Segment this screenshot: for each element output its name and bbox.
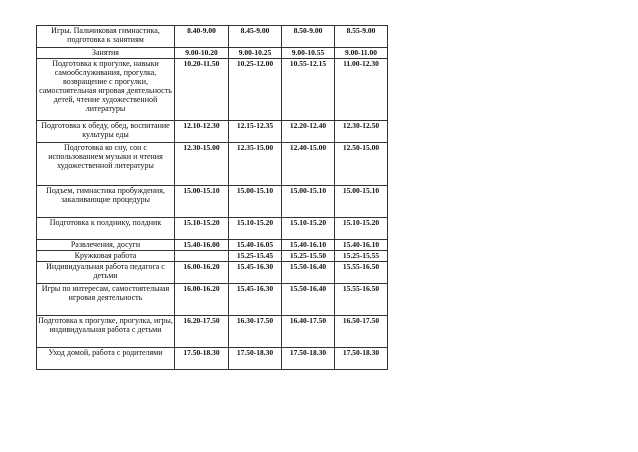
activity-cell: Подъем, гимнастика пробуждения, закаливающие процедуры [37,186,175,218]
time-cell: 16.20-17.50 [175,316,229,348]
time-cell: 16.00-16.20 [175,284,229,316]
time-cell: 9.00-10.55 [282,48,335,59]
time-cell: 8.50-9.00 [282,26,335,48]
table-row [37,262,388,284]
time-cell: 16.50-17.50 [335,316,388,348]
time-cell: 8.40-9.00 [175,26,229,48]
time-cell: 15.40-16.10 [335,240,388,251]
time-cell: 15.00-15.10 [175,186,229,218]
activity-cell: Игры. Пальчиковая гимнастика, подготовка к занятиям [37,26,175,48]
time-cell: 10.55-12.15 [282,59,335,121]
table-row [37,26,388,48]
time-cell: 17.50-18.30 [229,348,282,370]
activity-cell: Индивидуальная работа педагога с детьми [37,262,175,284]
time-cell: 15.45-16.30 [229,262,282,284]
table-row [37,121,388,143]
time-cell: 15.00-15.10 [282,186,335,218]
time-cell: 15.40-16.10 [282,240,335,251]
time-cell: 15.25-15.45 [229,251,282,262]
time-cell: 15.10-15.20 [229,218,282,240]
table-row [37,251,388,262]
activity-cell: Подготовка к прогулке, навыки самообслуживания, прогулка, возвращение с прогулки, самостоятельная игровая деятельность детей, чтение художественной литературы [37,59,175,121]
activity-cell: Кружковая работа [37,251,175,262]
activity-cell: Подготовка ко сну, сон с использованием музыки и чтения художественной литературы [37,143,175,186]
time-cell: 8.55-9.00 [335,26,388,48]
time-cell: 15.00-15.10 [229,186,282,218]
activity-cell: Игры по интересам, самостоятельная игровая деятельность [37,284,175,316]
activity-cell: Подготовка к обеду, обед, воспитание культуры еды [37,121,175,143]
time-cell: 16.40-17.50 [282,316,335,348]
time-cell: 9.00-10.20 [175,48,229,59]
time-cell: 8.45-9.00 [229,26,282,48]
table-row [37,143,388,186]
time-cell: 17.50-18.30 [282,348,335,370]
table-row [37,348,388,370]
activity-cell: Уход домой, работа с родителями [37,348,175,370]
time-cell: 15.45-16.30 [229,284,282,316]
time-cell: 16.30-17.50 [229,316,282,348]
table-row [37,48,388,59]
time-cell: 15.55-16.50 [335,284,388,316]
time-cell: 15.55-16.50 [335,262,388,284]
activity-cell: Развлечения, досуги [37,240,175,251]
time-cell: 12.20-12.40 [282,121,335,143]
time-cell: 12.40-15.00 [282,143,335,186]
time-cell: 15.10-15.20 [175,218,229,240]
time-cell: 12.30-12.50 [335,121,388,143]
time-cell: 15.40-16.00 [175,240,229,251]
activity-cell: Подготовка к прогулке, прогулка, игры, индивидуальная работа с детьми [37,316,175,348]
time-cell: 16.00-16.20 [175,262,229,284]
time-cell: 15.25-15.55 [335,251,388,262]
time-cell: 17.50-18.30 [175,348,229,370]
time-cell: 15.25-15.50 [282,251,335,262]
time-cell: 15.10-15.20 [282,218,335,240]
table-row [37,218,388,240]
table-row [37,284,388,316]
time-cell: 10.25-12.00 [229,59,282,121]
time-cell: 9.00-10.25 [229,48,282,59]
time-cell: 12.30-15.00 [175,143,229,186]
activity-cell: Занятия [37,48,175,59]
time-cell: 15.10-15.20 [335,218,388,240]
table-row [37,186,388,218]
daily-schedule-table [36,25,388,370]
time-cell: 15.00-15.10 [335,186,388,218]
time-cell: 15.50-16.40 [282,262,335,284]
table-row [37,240,388,251]
table-row [37,59,388,121]
time-cell: 10.20-11.50 [175,59,229,121]
time-cell: 9.00-11.00 [335,48,388,59]
table-row [37,316,388,348]
time-cell: 17.50-18.30 [335,348,388,370]
time-cell: 12.35-15.00 [229,143,282,186]
time-cell [175,251,229,262]
time-cell: 12.15-12.35 [229,121,282,143]
time-cell: 15.40-16.05 [229,240,282,251]
activity-cell: Подготовка к полднику, полдник [37,218,175,240]
time-cell: 15.50-16.40 [282,284,335,316]
time-cell: 12.50-15.00 [335,143,388,186]
time-cell: 11.00-12.30 [335,59,388,121]
time-cell: 12.10-12.30 [175,121,229,143]
